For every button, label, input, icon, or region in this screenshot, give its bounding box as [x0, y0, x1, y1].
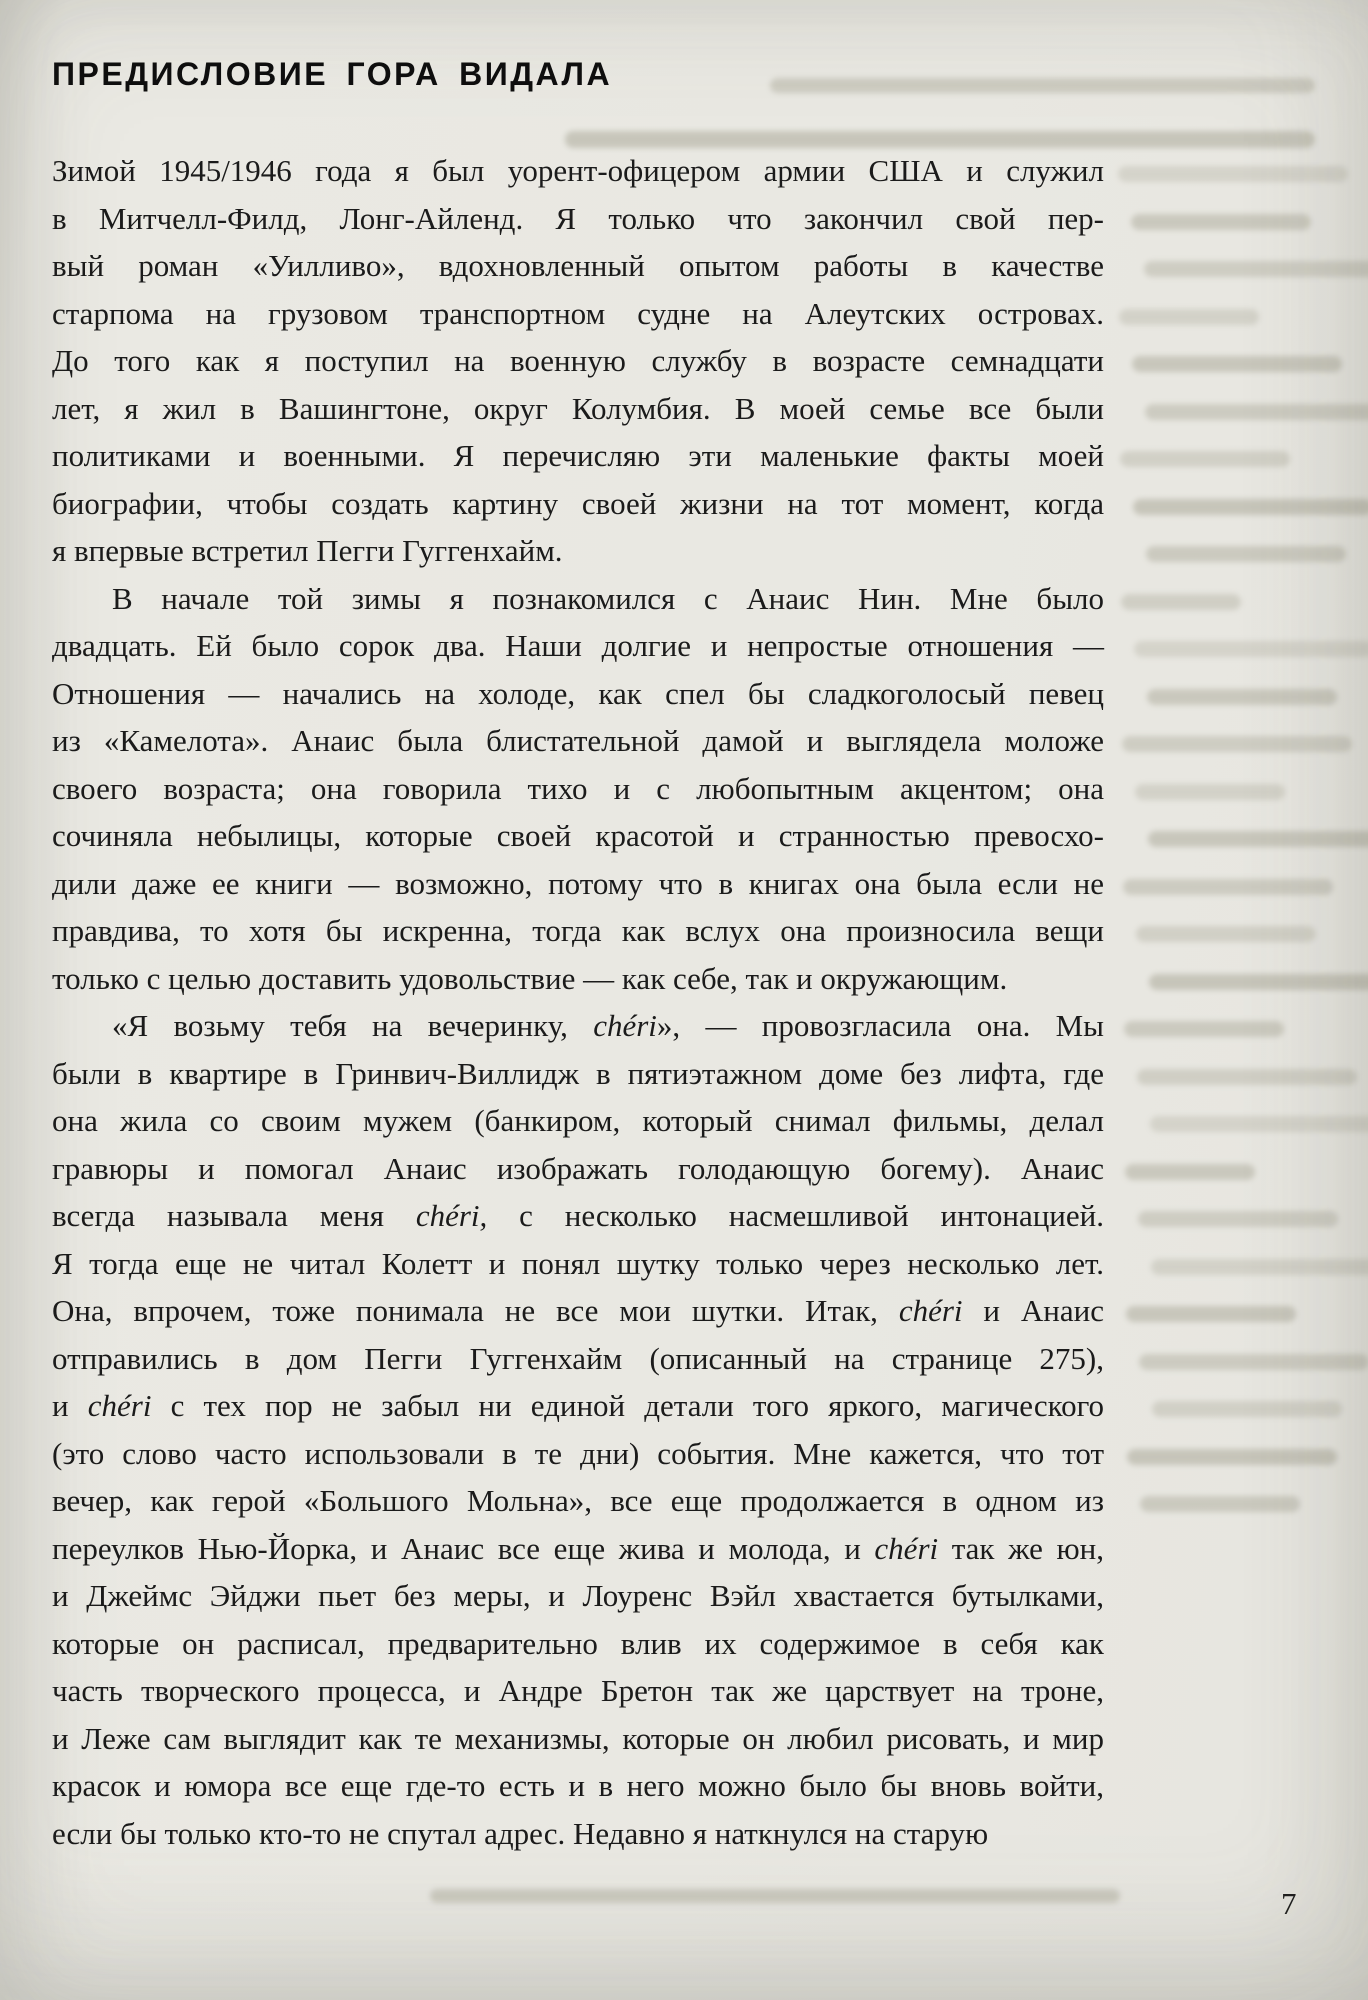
bleed-through-line — [565, 131, 1315, 148]
text-segment: из «Камелота». Анаис была блистательной дамой и выглядела моложе — [52, 723, 1104, 758]
bleed-through-line — [1133, 499, 1368, 515]
text-line — [52, 480, 1104, 528]
text-segment: переулков Нью-Йорка, и Анаис все еще жива и молода, и — [52, 1530, 875, 1566]
text-segment: », — провозгласила она. Мы — [656, 1008, 1105, 1043]
text-segment: биографии, чтобы создать картину своей жизни на тот момент, когда — [52, 485, 1104, 521]
preface-heading: ПРЕДИСЛОВИЕ ГОРА ВИДАЛА — [52, 56, 613, 92]
text-line — [52, 1572, 1104, 1620]
text-line — [52, 860, 1104, 908]
italic-text-segment: chéri — [593, 1008, 657, 1043]
text-line — [52, 1762, 1104, 1810]
text-segment: Отношения — начались на холоде, как спел бы сладкоголосый певец — [52, 675, 1104, 711]
text-line — [52, 670, 1104, 718]
paragraph — [52, 575, 1104, 1003]
text-segment: с тех пор не забыл ни единой детали того яркого, магического — [151, 1388, 1105, 1423]
bleed-through-line — [1151, 1259, 1368, 1275]
text-line — [52, 290, 1104, 338]
text-segment: и — [52, 1388, 88, 1423]
text-segment: «Я возьму тебя на вечеринку, — [112, 1008, 594, 1043]
bleed-through-line — [1144, 261, 1368, 277]
text-segment: До того как я поступил на военную службу в возрасте семнадцати — [52, 343, 1104, 378]
text-segment: Я тогда еще не читал Колетт и понял шутку только через несколько лет. — [52, 1245, 1104, 1281]
text-line — [52, 385, 1104, 433]
bleed-through-line — [1149, 974, 1368, 990]
text-segment: всегда называла меня — [52, 1198, 416, 1233]
bleed-through-line — [1136, 926, 1316, 942]
bleed-through-line — [1120, 451, 1290, 467]
text-segment: двадцать. Ей было сорок два. Наши долгие и непростые отношения — — [52, 628, 1104, 663]
text-segment: отправились в дом Пегги Гуггенхайм (описанный на странице 275), — [52, 1340, 1104, 1376]
bleed-through-line — [1123, 879, 1333, 895]
bleed-through-line — [1131, 214, 1311, 230]
text-segment: и Джеймс Эйджи пьет без меры, и Лоуренс Вэйл хвастается бутылками, — [52, 1578, 1104, 1613]
text-line — [52, 575, 1104, 623]
paragraph — [52, 147, 1104, 575]
page-body-text — [52, 147, 1104, 1857]
bleed-through-line — [1139, 1354, 1368, 1370]
bleed-through-line — [1125, 1164, 1255, 1180]
text-line — [52, 1335, 1104, 1383]
text-line — [52, 337, 1104, 385]
text-line — [52, 1050, 1104, 1098]
text-segment: так же юн, — [938, 1530, 1104, 1566]
text-segment: своего возраста; она говорила тихо и с любопытным акцентом; она — [52, 770, 1104, 806]
text-line — [52, 1430, 1104, 1478]
text-segment: Зимой 1945/1946 года я был уорент-офицером армии США и служил — [52, 153, 1104, 188]
bleed-through-line — [1135, 784, 1285, 800]
bleed-through-line — [1137, 1069, 1357, 1085]
text-line — [52, 242, 1104, 290]
text-line — [52, 1240, 1104, 1288]
bleed-through-line — [1138, 1211, 1338, 1227]
bleed-through-line — [1132, 356, 1342, 372]
text-segment: с несколько насмешливой интонацией. — [487, 1198, 1104, 1233]
bleed-through-line — [1134, 641, 1368, 657]
text-segment: политиками и военными. Я перечисляю эти маленькие факты моей — [52, 438, 1104, 473]
bleed-through-line — [1126, 1306, 1296, 1322]
text-line — [52, 1192, 1104, 1240]
bleed-through-line — [1152, 1401, 1342, 1417]
text-line — [52, 765, 1104, 813]
text-segment: лет, я жил в Вашингтоне, округ Колумбия. В моей семье все были — [52, 390, 1104, 426]
bleed-through-line — [1118, 166, 1348, 182]
text-line — [52, 1382, 1104, 1430]
text-line — [52, 1525, 1104, 1573]
text-line — [52, 1715, 1104, 1763]
text-segment: гравюры и помогал Анаис изображать голодающую богему). Анаис — [52, 1150, 1104, 1186]
text-line — [52, 1620, 1104, 1668]
text-segment: были в квартире в Гринвич-Виллидж в пятиэтажном доме без лифта, где — [52, 1055, 1104, 1091]
text-line — [52, 1477, 1104, 1525]
text-segment: она жила со своим мужем (банкиром, который снимал фильмы, делал — [52, 1103, 1104, 1138]
text-line — [52, 907, 1104, 955]
italic-text-segment: chéri — [87, 1388, 152, 1423]
text-segment: и Леже сам выглядит как те механизмы, которые он любил рисовать, и мир — [52, 1720, 1104, 1756]
text-segment: которые он расписал, предварительно влив их содержимое в себя как — [52, 1625, 1104, 1661]
bleed-through-line — [1150, 1116, 1368, 1132]
text-segment: часть творческого процесса, и Андре Бретон так же царствует на троне, — [52, 1673, 1104, 1708]
text-line — [52, 1145, 1104, 1193]
text-line — [52, 1097, 1104, 1145]
text-line — [52, 1287, 1104, 1335]
text-line — [52, 622, 1104, 670]
text-line — [52, 812, 1104, 860]
text-segment: правдива, то хотя бы искренна, тогда как вслух она произносила вещи — [52, 913, 1104, 948]
bleed-through-line — [1140, 1496, 1300, 1512]
text-line — [52, 717, 1104, 765]
text-segment: вый роман «Уилливо», вдохновленный опытом работы в качестве — [52, 248, 1104, 283]
italic-text-segment: chéri, — [415, 1198, 488, 1233]
text-segment: красок и юмора все еще где-то есть и в него можно было бы вновь войти, — [52, 1768, 1104, 1803]
italic-text-segment: chéri — [874, 1530, 939, 1566]
text-segment: если бы только кто-то не спутал адрес. Недавно я наткнулся на старую — [52, 1815, 989, 1851]
paragraph — [52, 1002, 1104, 1857]
text-segment: (это слово часто использовали в те дни) события. Мне кажется, что тот — [52, 1435, 1104, 1471]
text-segment: старпома на грузовом транспортном судне на Алеутских островах. — [52, 295, 1104, 331]
text-segment: в Митчелл-Филд, Лонг-Айленд. Я только что закончил свой пер- — [52, 200, 1104, 236]
text-segment: В начале той зимы я познакомился с Анаис Нин. Мне было — [112, 580, 1104, 616]
text-line — [52, 432, 1104, 480]
bleed-through-line — [770, 78, 1315, 93]
bleed-through-line — [430, 1889, 1120, 1903]
text-segment: Она, впрочем, тоже понимала не все мои шутки. Итак, — [52, 1293, 899, 1328]
text-line — [52, 955, 1104, 1003]
bleed-through-line — [1127, 1449, 1337, 1465]
text-line — [52, 1810, 1104, 1858]
bleed-through-line — [1119, 309, 1259, 325]
text-line — [52, 147, 1104, 195]
text-line — [52, 1667, 1104, 1715]
text-segment: только с целью доставить удовольствие — как себе, так и окружающим. — [52, 960, 1008, 996]
text-segment: и Анаис — [962, 1293, 1104, 1328]
text-line — [52, 1002, 1104, 1050]
bleed-through-line — [1147, 689, 1337, 705]
text-segment: я впервые встретил Пегги Гуггенхайм. — [52, 533, 563, 568]
bleed-through-line — [1146, 546, 1346, 562]
bleed-through-line — [1121, 594, 1241, 610]
text-segment: дили даже ее книги — возможно, потому что в книгах она была если не — [52, 865, 1104, 901]
text-segment: сочиняла небылицы, которые своей красотой и странностью превосхо- — [52, 818, 1104, 853]
page-number: 7 — [1281, 1886, 1297, 1921]
bleed-through-line — [1145, 404, 1368, 420]
bleed-through-line — [1148, 831, 1368, 847]
text-line — [52, 195, 1104, 243]
italic-text-segment: chéri — [898, 1293, 963, 1328]
bleed-through-line — [1122, 736, 1352, 752]
text-segment: вечер, как герой «Большого Мольна», все еще продолжается в одном из — [52, 1483, 1104, 1518]
text-line — [52, 527, 1104, 575]
bleed-through-line — [1124, 1021, 1284, 1037]
